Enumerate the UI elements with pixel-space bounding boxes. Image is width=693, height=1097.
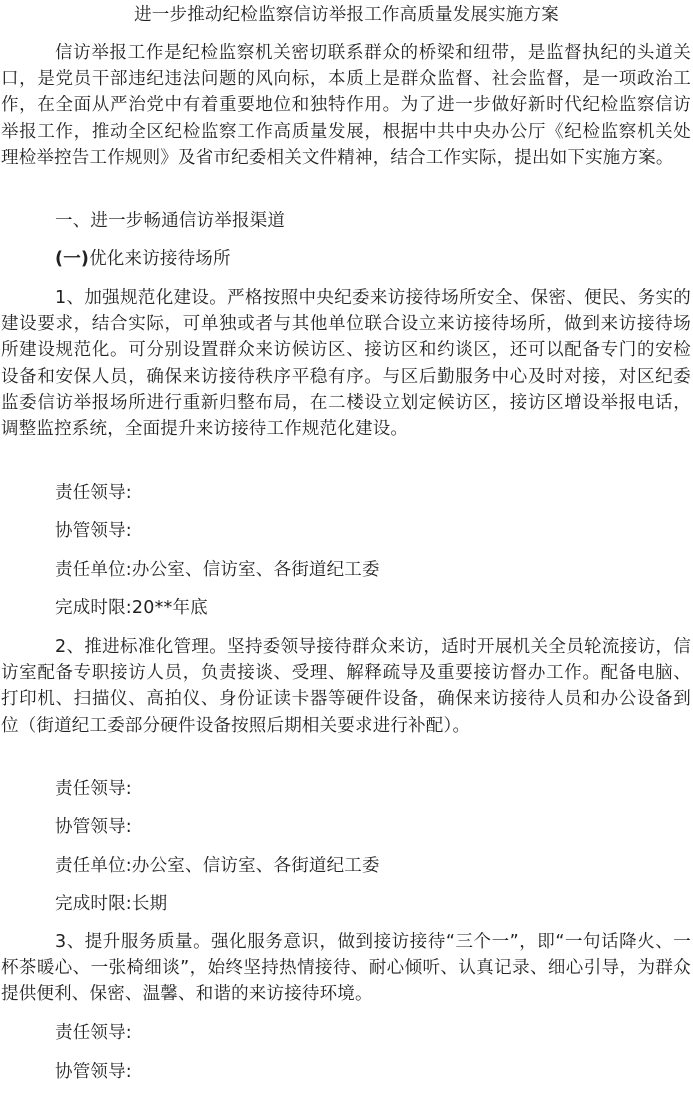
document-title: 进一步推动纪检监察信访举报工作高质量发展实施方案 (134, 5, 559, 25)
item-1-paragraph: 1、加强规范化建设。严格按照中央纪委来访接待场所安全、保密、便民、务实的建设要求，结合实际，可单独或者与其他单位联合设立来访接待场所，做到来访接待场所建设规范化。可分别设置群众来访候访区、接访区和约谈区，还可以配备专门的安检设备和安保人员，确保来访接待秩序平稳有序。与区后勤服务中心及时对接，对区纪委监委信访举报场所进行重新归整布局，在二楼设立划定候访区，接访区增设举报电话，调整监控系统，全面提升来访接待工作规范化建设。 (1, 288, 691, 440)
subsection-heading (55, 246, 231, 272)
intro-paragraph: 信访举报工作是纪检监察机关密切联系群众的桥梁和纽带，是监督执纪的头道关口，是党员干部违纪违法问题的风向标，本质上是群众监督、社会监督，是一项政治工作，在全面从严治党中有着重要地位和独特作用。为了进一步做好新时代纪检监察信访举报工作，推动全区纪检监察工作高质量发展，根据中共中央办公厅《纪检监察机关处理检举控告工作规则》及省市纪委相关文件精神，结合工作实际，提出如下实施方案。 (1, 43, 691, 168)
subsection-number: (一) (55, 249, 90, 269)
item-1-co-leader: 协管领导: (55, 521, 132, 541)
item-3-co-leader: 协管领导: (55, 1062, 132, 1082)
item-1-unit: 责任单位:办公室、信访室、各街道纪工委 (55, 560, 380, 580)
section-heading: 一、进一步畅通信访举报渠道 (55, 211, 286, 231)
item-2-leader: 责任领导: (55, 779, 132, 799)
item-3-paragraph: 3、提升服务质量。强化服务意识，做到接访接待“三个一”，即“一句话降火、一杯茶暖心、一张椅细谈”，始终坚持热情接待、耐心倾听、认真记录、细心引导，为群众提供便利、保密、温馨、和谐的来访接待环境。 (1, 932, 691, 1005)
item-2-paragraph: 2、推进标准化管理。坚持委领导接待群众来访，适时开展机关全员轮流接访，信访室配备专职接访人员，负责接谈、受理、解释疏导及重要接访督办工作。配备电脑、打印机、扫描仪、高拍仪、身份证读卡器等硬件设备，确保来访接待人员和办公设备到位（街道纪工委部分硬件设备按照后期相关要求进行补配）。 (1, 637, 691, 736)
item-1-deadline: 完成时限:20**年底 (55, 598, 208, 618)
item-3-leader: 责任领导: (55, 1023, 132, 1043)
item-2-deadline: 完成时限:长期 (55, 894, 168, 914)
item-1-leader: 责任领导: (55, 483, 132, 503)
item-2-co-leader: 协管领导: (55, 817, 132, 837)
subsection-title: 优化来访接待场所 (89, 249, 231, 269)
item-2-unit: 责任单位:办公室、信访室、各街道纪工委 (55, 856, 380, 876)
